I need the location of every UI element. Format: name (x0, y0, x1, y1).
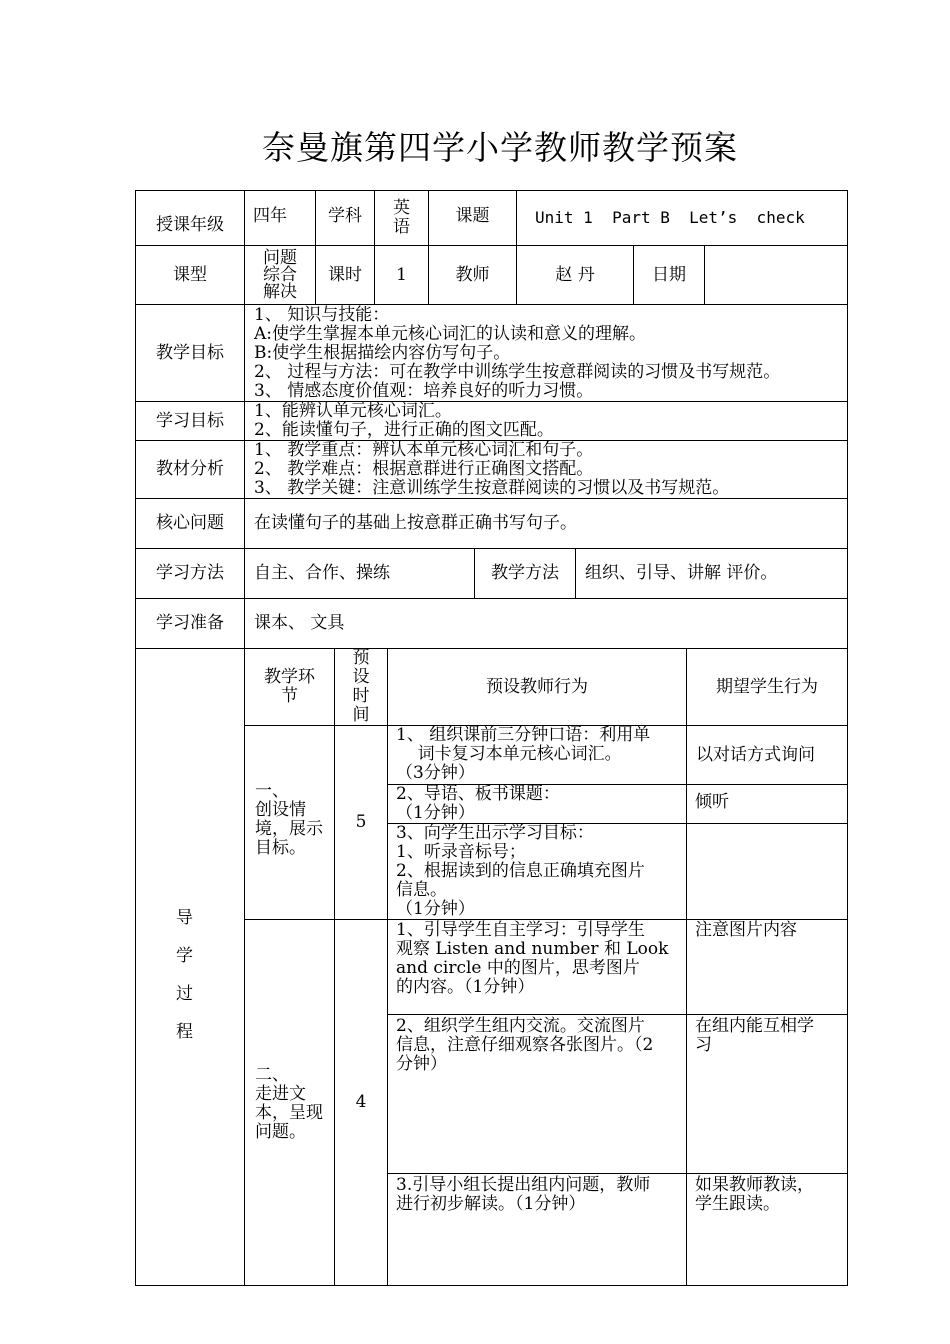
goals-line: 1、 知识与技能： (254, 305, 390, 325)
core-text: 在读懂句子的基础上按意群正确书写句子。 (244, 498, 848, 549)
stage2-student-1: 注意图片内容 (686, 919, 848, 1015)
stage2-teacher-3: 3.引导小组长提出组内问题，教师 进行初步解读。（1分钟） (387, 1173, 687, 1286)
study-method-label: 学习方法 (135, 548, 245, 599)
teach-method-label: 教学方法 (474, 548, 576, 599)
material-line: 2、 教学难点：根据意群进行正确图文搭配。 (254, 459, 594, 479)
stage2-teacher-1: 1、引导学生自主学习：引导学生 观察 Listen and number 和 Look and circle 中的图片，思考图片 的内容。（1分钟） (387, 919, 687, 1015)
stage1-name: 一、 创设情 境，展示 目标。 (255, 781, 323, 858)
learning-goals-label: 学习目标 (135, 401, 245, 441)
type-value: 问题 综合 解决 (244, 245, 316, 305)
material-line: 1、 教学重点：辨认本单元核心词汇和句子。 (254, 440, 594, 460)
stage1-teacher-3: 3、向学生出示学习目标： 1、听录音标号； 2、根据读到的信息正确填充图片 信息。 （1分钟） (387, 823, 687, 920)
goals-line: A:使学生掌握本单元核心词汇的认读和意义的理解。 (254, 324, 647, 344)
grade-value: 四年 (244, 190, 316, 246)
material-line: 3、 教学关键：注意训练学生按意群阅读的习惯以及书写规范。 (254, 478, 730, 498)
stage2-time: 4 (334, 919, 388, 1286)
topic-value: Unit 1 Part B Let’s check (516, 190, 848, 246)
header-stage: 教学环 节 (244, 648, 335, 726)
goals-line: B:使学生根据描绘内容仿写句子。 (254, 343, 511, 363)
stage1-teacher-1: 1、 组织课前三分钟口语：利用单 词卡复习本单元核心词汇。 （3分钟） (387, 725, 687, 785)
date-label: 日期 (633, 245, 705, 305)
stage1-student-1: 以对话方式询问 (686, 725, 848, 785)
stage1-student-3 (686, 823, 848, 920)
material-content (244, 440, 848, 499)
process-cell (135, 648, 245, 1286)
prep-text: 课本、 文具 (244, 598, 848, 649)
stage1-teacher-2: 2、导语、板书课题： （1分钟） (387, 784, 687, 824)
hours-value: 1 (374, 245, 429, 305)
process-label: 导 学 过 程 (176, 908, 193, 1042)
stage1-cell (244, 725, 335, 920)
header-time: 预 设 时 间 (334, 648, 388, 726)
header-teacher-behavior: 预设教师行为 (387, 648, 687, 726)
core-label: 核心问题 (135, 498, 245, 549)
type-label: 课型 (135, 245, 245, 305)
page-title: 奈曼旗第四学小学教师教学预案 (262, 128, 738, 167)
stage1-student-2: 倾听 (686, 784, 848, 824)
goals-label: 教学目标 (135, 304, 245, 402)
teach-method-text: 组织、引导、讲解 评价。 (575, 548, 848, 599)
subject-value: 英 语 (374, 190, 429, 246)
header-student-behavior: 期望学生行为 (686, 648, 848, 726)
teacher-value: 赵 丹 (516, 245, 634, 305)
study-method-text: 自主、合作、操练 (244, 548, 475, 599)
topic-label: 课题 (428, 190, 517, 246)
prep-label: 学习准备 (135, 598, 245, 649)
stage2-student-3: 如果教师教读， 学生跟读。 (686, 1173, 848, 1286)
stage1-time: 5 (334, 725, 388, 920)
stage2-cell (244, 919, 335, 1286)
date-value (704, 245, 848, 305)
goals-line: 2、 过程与方法：可在教学中训练学生按意群阅读的习惯及书写规范。 (254, 362, 781, 382)
learning-goal-line: 1、能辨认单元核心词汇。 (254, 401, 452, 421)
subject-label: 学科 (315, 190, 375, 246)
stage2-teacher-2: 2、组织学生组内交流。交流图片 信息，注意仔细观察各张图片。（2 分钟） (387, 1014, 687, 1174)
grade-label: 授课年级 (135, 190, 245, 246)
learning-goals-content (244, 401, 848, 441)
learning-goal-line: 2、能读懂句子，进行正确的图文匹配。 (254, 420, 554, 440)
hours-label: 课时 (315, 245, 375, 305)
stage2-name: 二、 走进文 本，呈现 问题。 (255, 1065, 323, 1142)
material-label: 教材分析 (135, 440, 245, 499)
goals-line: 3、 情感态度价值观：培养良好的听力习惯。 (254, 381, 594, 401)
stage2-student-2: 在组内能互相学 习 (686, 1014, 848, 1174)
goals-content (244, 304, 848, 402)
teacher-label: 教师 (428, 245, 517, 305)
